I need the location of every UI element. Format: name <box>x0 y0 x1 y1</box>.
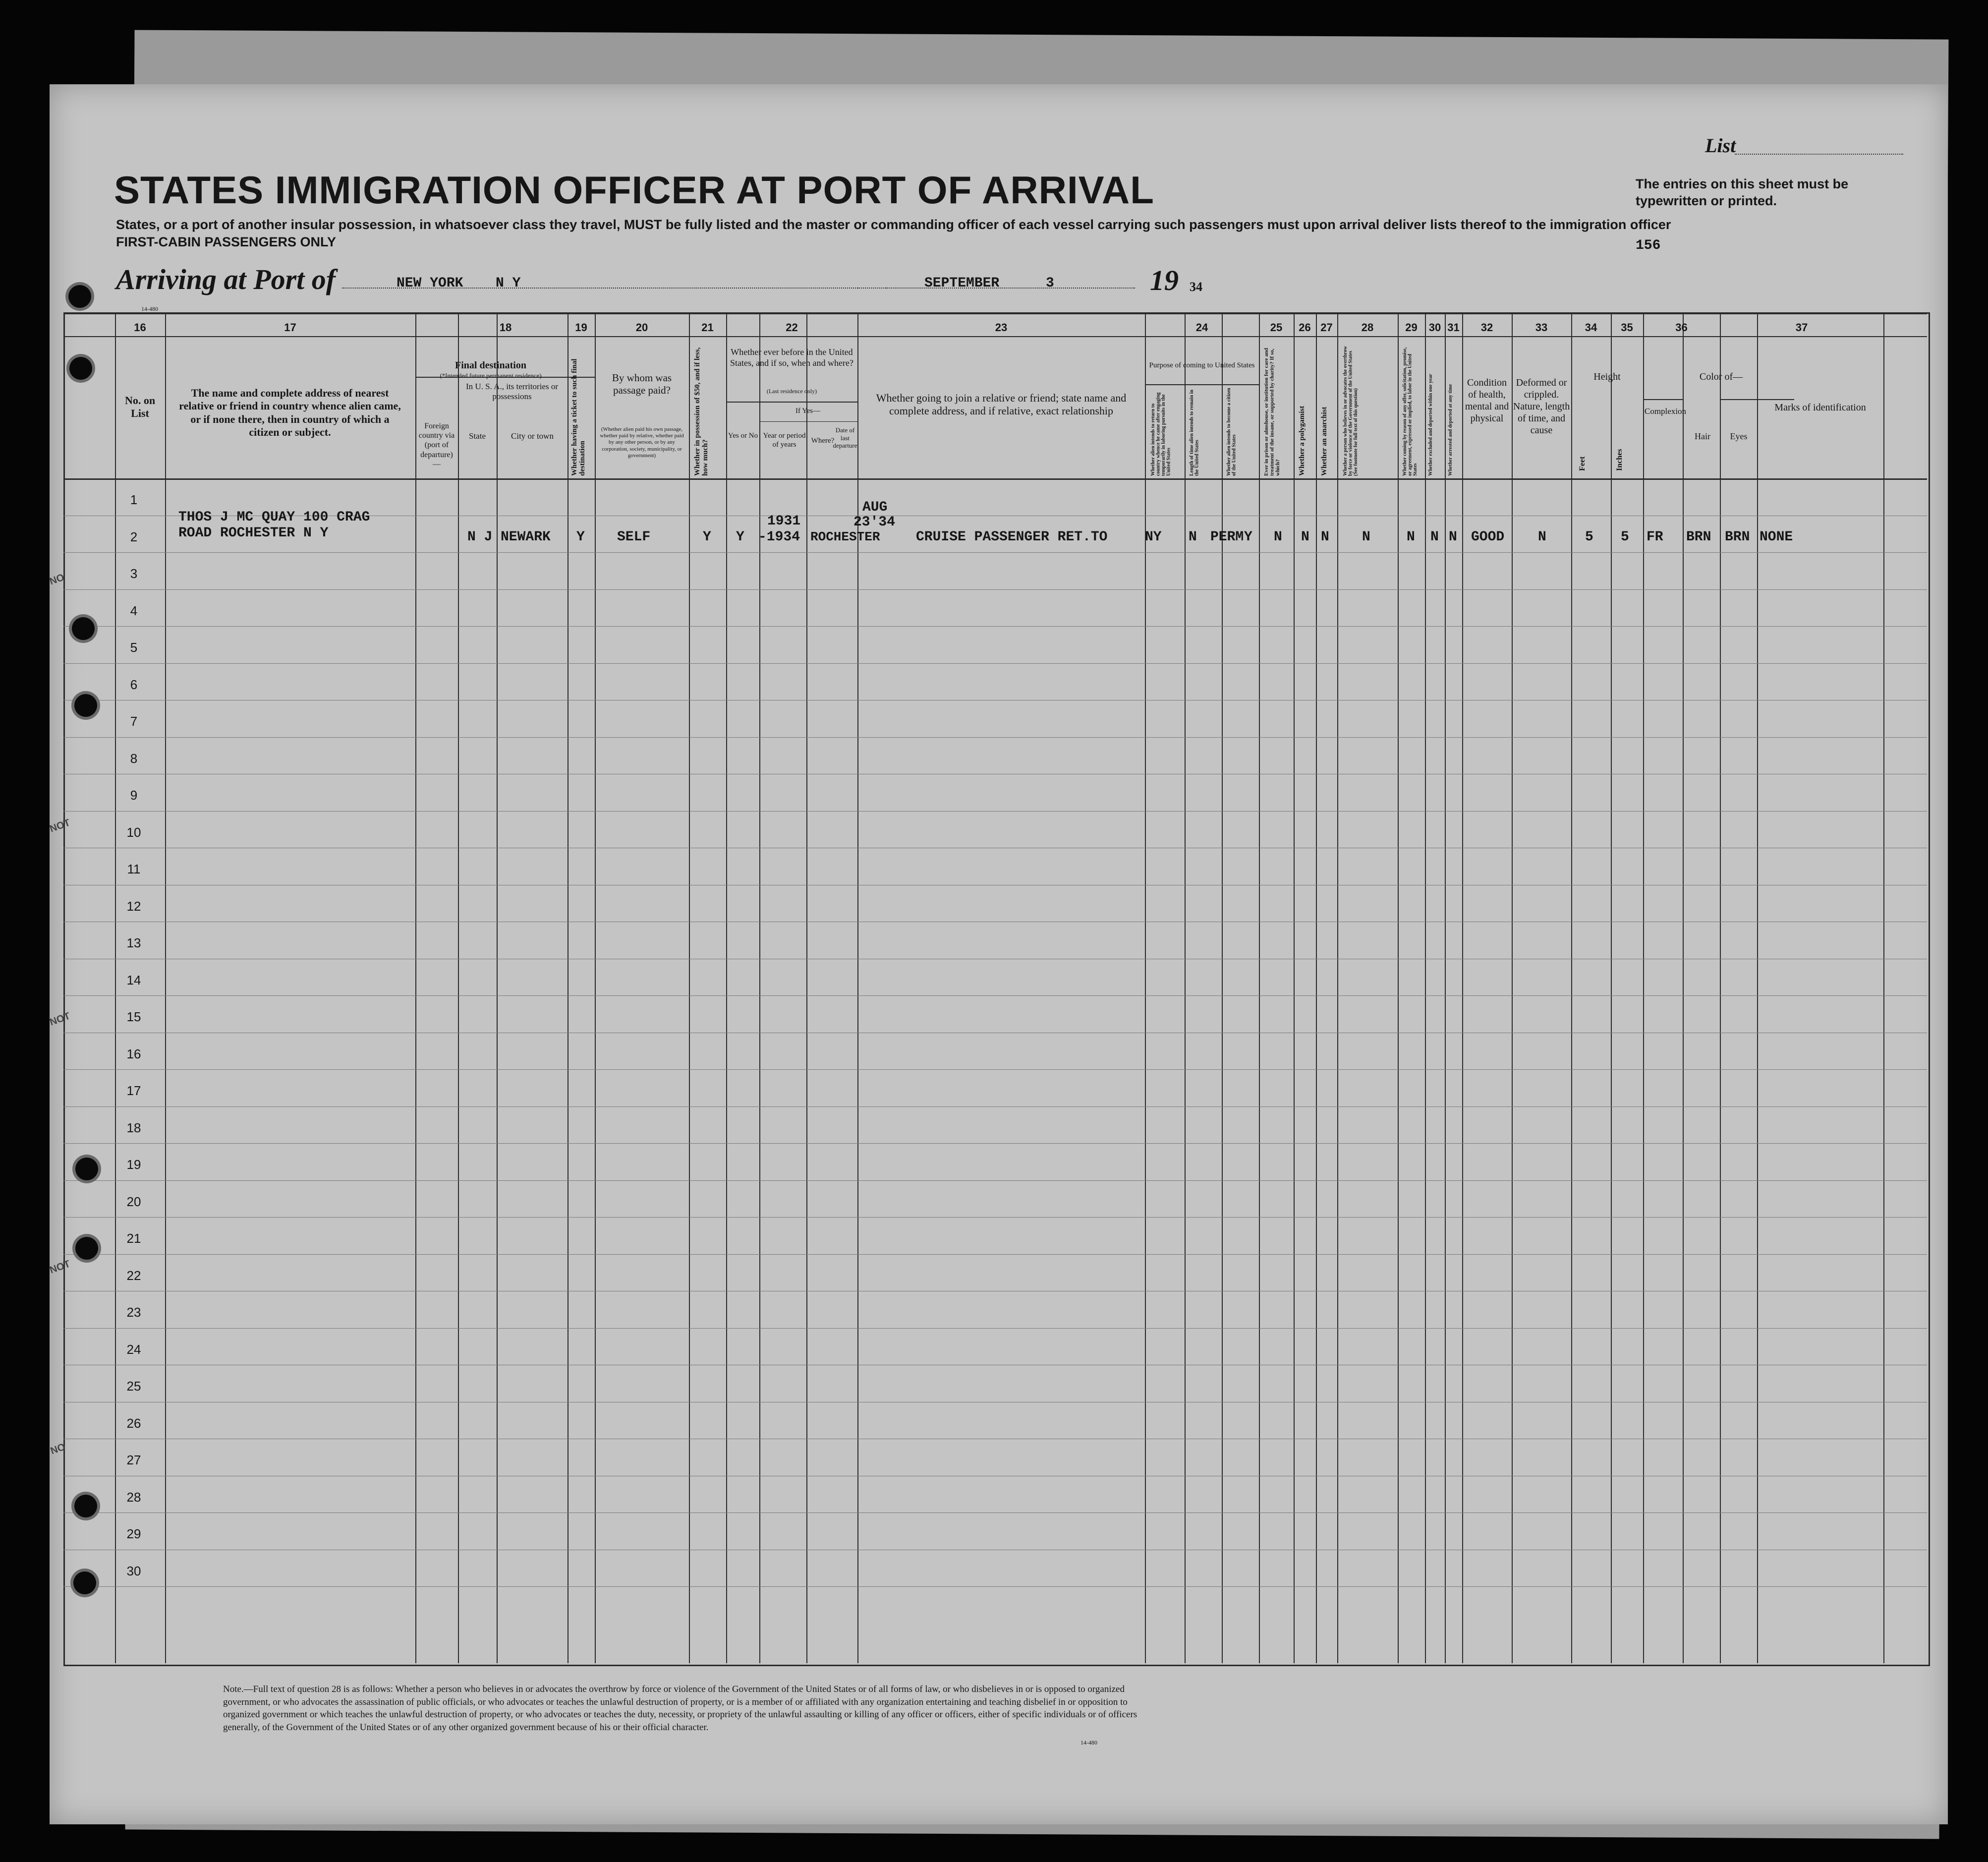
hdr-date-departure: Date of last departure <box>833 426 857 450</box>
hdr-height: Height <box>1593 371 1621 382</box>
entry-money: Y <box>703 529 711 545</box>
footnote-q28: Note.—Full text of question 28 is as follows: Whether a person who believes in or advocates the overthrow by force or violence of the Government of the United States or of all forms of law, or who disbelieves in or is opposed to organized government, or who advocates the assassination of public officials, or who advocates or teaches the unlawful destruction of property, or is a member of or affiliated with any organization entertaining and teaching disbelief in or opposition to organized government or which teaches the unlawful destruction of property, or who advocates or teaches the duty, necessity, or propriety of the unlawful assaulting or killing of any officer or officers, either of specific individuals or of officers generally, of the Government of the United States or of any other organized government because of his or their official character. <box>223 1684 1137 1733</box>
entry-inches: 5 <box>1621 529 1629 545</box>
colnum-22: 22 <box>786 321 798 334</box>
hdr-where: Where? <box>811 437 835 445</box>
hdr-yes-no: Yes or No <box>728 432 758 440</box>
entry-deformed: N <box>1538 529 1546 545</box>
table-row <box>63 1143 1927 1144</box>
colnum-20: 20 <box>635 321 648 334</box>
hdr-final-destination: Final destination <box>455 360 526 371</box>
hdr-passage-paid: By whom was passage paid? <box>612 372 672 397</box>
row-number: 4 <box>130 603 138 618</box>
hdr-feet: Feet <box>1578 456 1587 471</box>
entries-note: The entries on this sheet must be typewritten or printed. <box>1636 176 1849 208</box>
hdr-complexion: Complexion <box>1645 407 1687 416</box>
entry-before: Y <box>736 529 744 545</box>
hdr-usa: In U. S. A., its territories or possessions <box>465 382 559 402</box>
hdr-before-us-sub: (Last residence only) <box>766 388 817 395</box>
hdr-purpose-a: Whether alien intends to return to country whence he came after engaging temporarily in laboring pursuits in the United States <box>1150 392 1172 476</box>
manifest-sheet <box>50 84 1948 1824</box>
hdr-passage-paid-sub: (Whether alien paid his own passage, whether paid by relative, whether paid by any other person, or by any corporation, society, municipality, or government) <box>600 426 684 459</box>
colnum-25: 25 <box>1270 321 1283 334</box>
colnum-28: 28 <box>1361 321 1374 334</box>
before-sub-rule <box>726 402 857 403</box>
entry-hair: BRN <box>1686 529 1711 545</box>
colnum-26: 26 <box>1299 321 1311 334</box>
hdr-contract-labor: Whether coming by reason of any offer, solicitation, promise, or agreement, expressed or implied, to labor in the United States <box>1402 347 1418 476</box>
row-number: 18 <box>126 1120 141 1135</box>
table-row <box>63 995 1927 996</box>
row-number: 5 <box>130 640 138 655</box>
table-row <box>63 1180 1927 1181</box>
entry-deported: N <box>1449 529 1457 545</box>
row-number: 26 <box>126 1415 141 1431</box>
hdr-money: Whether in possession of $50, and if less, how much? <box>693 347 709 476</box>
colnum-rule <box>63 336 1927 337</box>
port-state: N Y <box>496 276 521 291</box>
row-number: 1 <box>130 492 138 507</box>
table-row <box>63 1586 1927 1587</box>
row-number: 7 <box>130 714 138 729</box>
entry-purpose-c: PERM <box>1210 529 1244 545</box>
hdr-deformed: Deformed or crippled. Nature, length of time, and cause <box>1513 377 1570 436</box>
hdr-excluded: Whether excluded and deported within one year <box>1428 374 1433 476</box>
hdr-ticket: Whether having a ticket to such final destination <box>570 358 586 476</box>
row-number: 13 <box>126 935 141 950</box>
port-name: NEW YORK <box>397 276 463 291</box>
table-row <box>63 1328 1927 1329</box>
colnum-18: 18 <box>499 321 512 334</box>
binder-hole <box>72 617 95 640</box>
entry-city: NEWARK <box>501 529 551 545</box>
binder-hole <box>74 1495 97 1517</box>
hdr-state: State <box>469 431 486 441</box>
colnum-34: 34 <box>1585 321 1597 334</box>
table-row <box>63 663 1927 664</box>
hdr-health: Condition of health, mental and physical <box>1465 377 1509 424</box>
entry-join: CRUISE PASSENGER RET.TO <box>916 529 1108 545</box>
dest-foreign-sep <box>415 391 416 478</box>
form-number-bottom: 14-480 <box>1080 1739 1097 1746</box>
row-number: 22 <box>126 1268 141 1283</box>
hdr-purpose: Purpose of coming to United States <box>1149 361 1255 369</box>
hdr-foreign-country: Foreign country via (port of departure)— <box>418 422 455 468</box>
row-number: 12 <box>126 898 141 914</box>
hdr-if-yes: If Yes— <box>795 407 820 415</box>
binder-hole <box>75 1158 98 1180</box>
entry-polygamist: N <box>1301 529 1309 545</box>
colnum-27: 27 <box>1320 321 1333 334</box>
arrival-month: SEPTEMBER <box>924 276 1000 291</box>
table-row <box>63 1217 1927 1218</box>
binder-hole <box>73 1571 96 1594</box>
hdr-anarchist: Whether an anarchist <box>1320 407 1328 476</box>
row-number: 14 <box>126 972 141 988</box>
purpose-sub-rule <box>1145 384 1259 385</box>
entry-state: N J <box>467 529 493 545</box>
form-number-top: 14-480 <box>141 305 158 312</box>
hdr-marks: Marks of identification <box>1774 402 1866 413</box>
entry-date-line2: 23'34 <box>853 515 896 530</box>
row-number: 24 <box>126 1341 141 1357</box>
row-number: 10 <box>126 824 141 840</box>
binder-hole <box>68 285 91 308</box>
colnum-17: 17 <box>284 321 296 334</box>
arriving-label: Arriving at Port of <box>116 263 336 295</box>
entry-eyes: BRN <box>1725 529 1750 545</box>
list-label: List <box>1705 134 1736 157</box>
row-number: 27 <box>126 1453 141 1467</box>
hdr-eyes: Eyes <box>1730 431 1748 441</box>
table-row <box>63 1106 1927 1107</box>
hdr-city: City or town <box>511 431 554 441</box>
form-subtitle: States, or a port of another insular possession, in whatsoever class they travel, MUST be fully listed and the master or commanding officer of each vessel carrying such passengers must upon arrival deliver lists thereof to the immigration officer <box>116 217 1671 232</box>
row-number: 15 <box>126 1009 141 1024</box>
height-sub-rule <box>1643 399 1683 400</box>
hdr-going-to-join: Whether going to join a relative or friend; state name and complete address, and if relative, exact relationship <box>876 392 1127 417</box>
colnum-36: 36 <box>1675 321 1688 334</box>
entry-purpose-b: N <box>1189 529 1197 545</box>
row-number: 19 <box>126 1157 141 1172</box>
colnum-30: 30 <box>1428 321 1441 334</box>
row-number: 11 <box>127 862 141 876</box>
binder-hole <box>69 357 92 380</box>
entry-paid-by: SELF <box>617 529 651 545</box>
hdr-final-destination-sub: (*Intended future permanent residence) <box>440 372 542 379</box>
list-number-line <box>1735 154 1903 155</box>
colnum-16: 16 <box>134 321 146 334</box>
row-number: 23 <box>126 1305 141 1320</box>
hdr-no-on-list: No. on List <box>124 394 156 420</box>
entry-purpose-a: NY <box>1145 529 1162 545</box>
header-top-rule <box>63 313 1927 314</box>
hdr-color: Color of— <box>1699 371 1743 382</box>
margin-note: NO <box>48 572 66 587</box>
entry-relative-line2: ROAD ROCHESTER N Y <box>178 525 329 541</box>
ifyes-sub-rule <box>759 421 857 422</box>
row-number: 29 <box>126 1526 141 1541</box>
header-bottom-rule <box>63 478 1927 480</box>
year-suffix: 34 <box>1190 280 1202 294</box>
entry-date-line1: AUG <box>862 500 888 515</box>
hdr-purpose-c: Whether alien intends to become a citizen of the United States <box>1226 388 1237 476</box>
colnum-31: 31 <box>1447 321 1460 334</box>
form-title: STATES IMMIGRATION OFFICER AT PORT OF ARRIVAL <box>114 168 1154 212</box>
entry-years-line2: -1934 <box>758 529 800 545</box>
colnum-19: 19 <box>575 321 587 334</box>
row-number: 17 <box>126 1083 141 1098</box>
entry-complexion: FR <box>1647 529 1663 545</box>
row-number: 21 <box>126 1231 141 1246</box>
entry-health: GOOD <box>1471 529 1505 545</box>
entry-prison: N <box>1274 529 1282 545</box>
hdr-hair: Hair <box>1695 431 1710 441</box>
row-number: 28 <box>126 1489 141 1505</box>
entry-years-line1: 1931 <box>767 514 801 529</box>
hdr-inches: Inches <box>1615 449 1624 471</box>
row-number: 2 <box>130 529 138 544</box>
sheet-number: 156 <box>1636 238 1661 253</box>
margin-note: NO <box>49 1441 67 1457</box>
entry-overthrow: N <box>1362 529 1370 545</box>
colnum-35: 35 <box>1621 321 1633 334</box>
colnum-23: 23 <box>995 321 1008 334</box>
colnum-33: 33 <box>1535 321 1548 334</box>
table-row <box>63 552 1927 553</box>
margin-note: NOT <box>48 817 72 835</box>
table-row <box>63 811 1927 812</box>
binder-hole <box>75 1237 98 1260</box>
binder-hole <box>74 694 97 717</box>
margin-note: NOT <box>48 1010 72 1028</box>
colnum-21: 21 <box>701 321 714 334</box>
entry-excluded: N <box>1430 529 1439 545</box>
row-number: 30 <box>126 1563 141 1578</box>
row-number: 8 <box>130 751 138 766</box>
entry-contract: N <box>1407 529 1415 545</box>
entry-relative-line1: THOS J MC QUAY 100 CRAG <box>178 510 370 525</box>
table-row <box>63 1069 1927 1070</box>
table-row <box>63 589 1927 590</box>
row-number: 16 <box>126 1046 141 1061</box>
table-row <box>63 737 1927 738</box>
colnum-37: 37 <box>1795 321 1808 334</box>
hdr-before-us: Whether ever before in the United States, and if so, when and where? <box>730 347 853 368</box>
entry-anarchist: N <box>1321 529 1329 545</box>
color-sub-rule <box>1720 399 1794 400</box>
colnum-24: 24 <box>1195 321 1208 334</box>
year-prefix: 19 <box>1150 264 1179 296</box>
arrival-day: 3 <box>1046 276 1054 291</box>
row-number: 9 <box>130 788 138 803</box>
hdr-overthrow: Whether a person who believes in or advocates the overthrow by force or violence of the Government of the United States (See footnote for full text of this question) <box>1343 346 1359 476</box>
hdr-deported: Whether arrested and deported at any time <box>1448 384 1453 476</box>
margin-note: NOT <box>48 1258 72 1276</box>
table-row <box>63 1254 1927 1255</box>
passenger-class: FIRST-CABIN PASSENGERS ONLY <box>116 234 337 249</box>
entry-marks: NONE <box>1760 529 1793 545</box>
row-number: 20 <box>126 1194 141 1209</box>
entry-ticket: Y <box>576 529 585 545</box>
hdr-prison: Ever in prison or almshouse, or institution for care and treatment of the insane, or supported by charity? If so, which? <box>1263 348 1281 476</box>
hdr-polygamist: Whether a polygamist <box>1298 406 1306 476</box>
hdr-purpose-b: Length of time alien intends to remain in the United States <box>1189 390 1200 476</box>
entry-where: ROCHESTER <box>810 529 880 544</box>
entry-feet: 5 <box>1585 529 1593 545</box>
entry-citizen: Y <box>1244 529 1252 545</box>
row-number: 6 <box>130 677 138 692</box>
colnum-32: 32 <box>1480 321 1493 334</box>
hdr-year: Year or period of years <box>763 432 806 449</box>
colnum-29: 29 <box>1405 321 1418 334</box>
table-row <box>63 626 1927 627</box>
hdr-nearest-relative: The name and complete address of nearest relative or friend in country whence alien came, or if none there, then in country of which a citizen or subject. <box>179 387 401 439</box>
row-number: 25 <box>126 1379 141 1394</box>
row-number: 3 <box>130 566 138 581</box>
